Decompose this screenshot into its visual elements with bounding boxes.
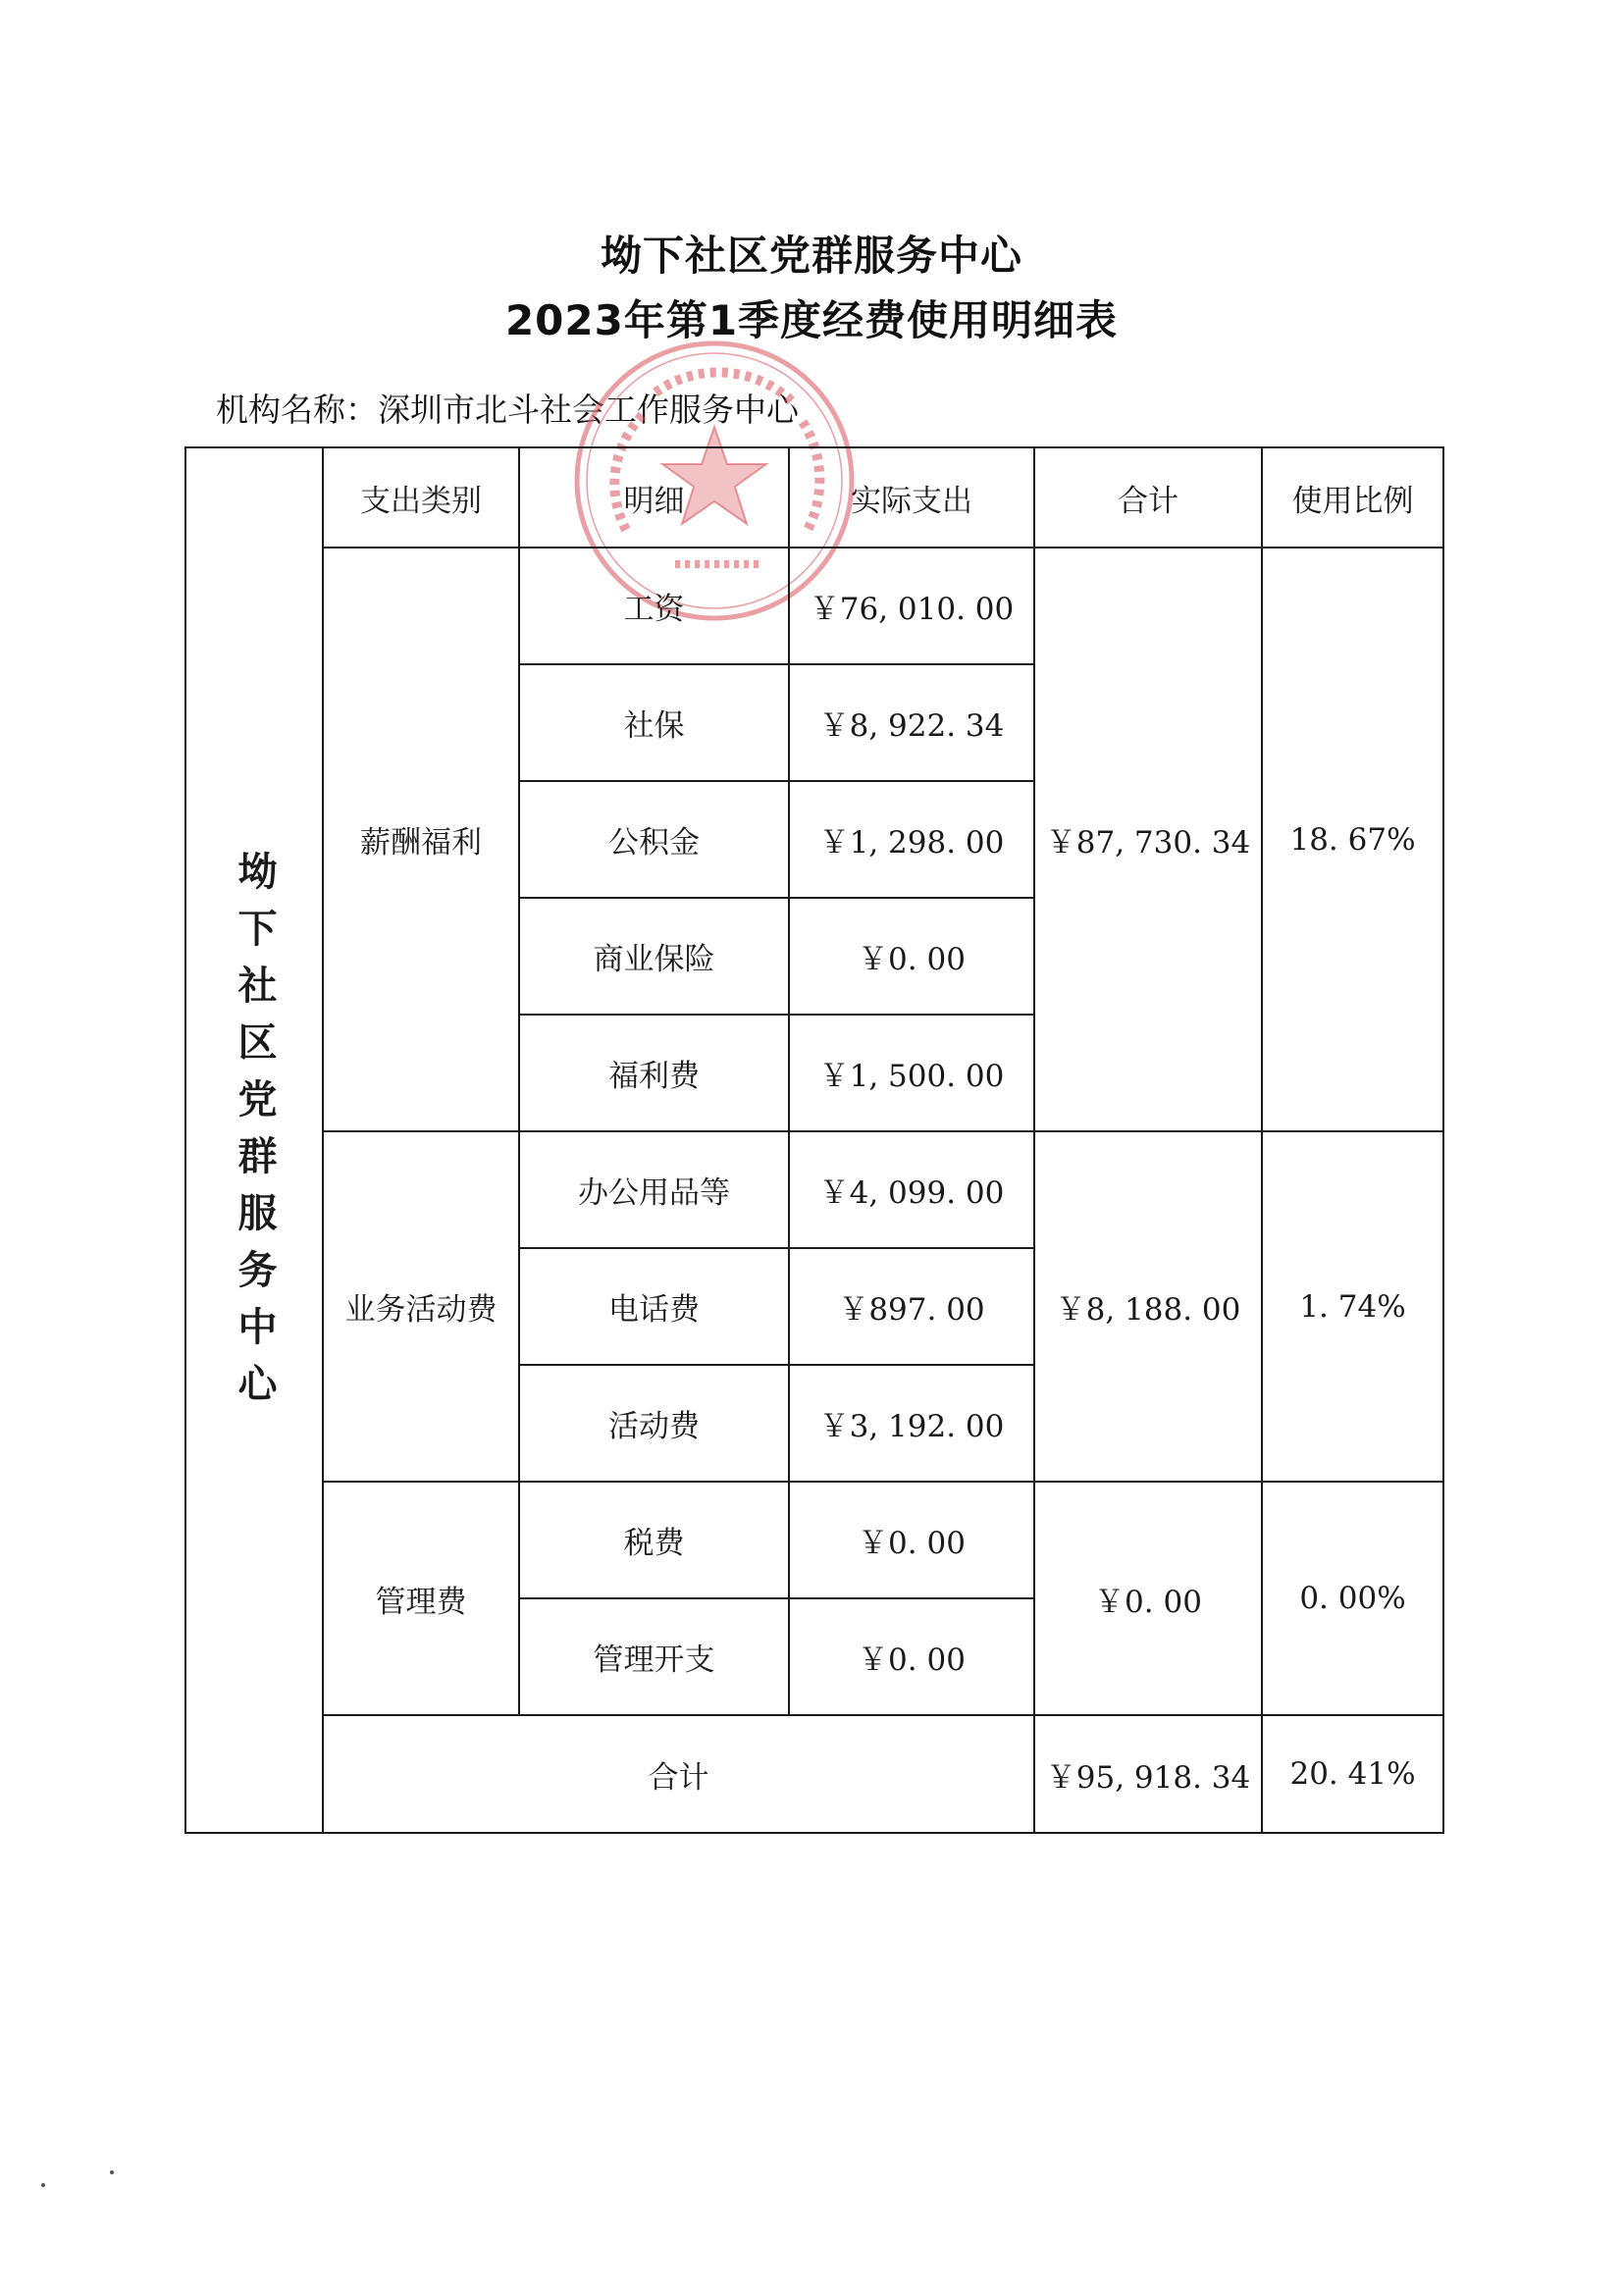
expense-table <box>184 446 1444 1834</box>
total-label: 合计 <box>323 1715 1034 1833</box>
ratio-cell: 1. 74% <box>1262 1131 1443 1482</box>
amount-cell: ￥8, 922. 34 <box>789 664 1034 781</box>
detail-cell: 活动费 <box>519 1365 789 1482</box>
org-name: 深圳市北斗社会工作服务中心 <box>378 391 799 429</box>
detail-cell: 办公用品等 <box>519 1131 789 1248</box>
category-cell: 业务活动费 <box>323 1131 519 1482</box>
total-row <box>185 1715 1443 1833</box>
detail-cell: 工资 <box>519 548 789 664</box>
table-row <box>185 1131 1443 1248</box>
detail-cell: 社保 <box>519 664 789 781</box>
detail-cell: 电话费 <box>519 1248 789 1365</box>
header-subtotal: 合计 <box>1034 447 1262 548</box>
scan-speck <box>110 2170 114 2174</box>
table-row <box>185 548 1443 664</box>
scan-speck <box>41 2183 45 2187</box>
amount-cell: ￥0. 00 <box>789 898 1034 1015</box>
amount-cell: ￥897. 00 <box>789 1248 1034 1365</box>
header-actual: 实际支出 <box>789 447 1034 548</box>
detail-cell: 商业保险 <box>519 898 789 1015</box>
detail-cell: 管理开支 <box>519 1598 789 1715</box>
subtotal-cell: ￥0. 00 <box>1034 1482 1262 1715</box>
subtotal-cell: ￥8, 188. 00 <box>1034 1131 1262 1482</box>
document-title: 坳下社区党群服务中心 <box>600 232 1022 280</box>
detail-cell: 福利费 <box>519 1015 789 1131</box>
amount-cell: ￥1, 500. 00 <box>789 1015 1034 1131</box>
category-cell: 薪酬福利 <box>323 548 519 1131</box>
ratio-cell: 0. 00% <box>1262 1482 1443 1715</box>
side-label-cell <box>185 447 323 1833</box>
table-header-row <box>185 447 1443 548</box>
side-label: 坳下社区党群服务中心 <box>232 851 277 1420</box>
header-ratio: 使用比例 <box>1262 447 1443 548</box>
amount-cell: ￥76, 010. 00 <box>789 548 1034 664</box>
document-subtitle: 2023年第1季度经费使用明细表 <box>504 296 1119 344</box>
total-ratio: 20. 41% <box>1262 1715 1443 1833</box>
amount-cell: ￥0. 00 <box>789 1482 1034 1598</box>
subtotal-cell: ￥87, 730. 34 <box>1034 548 1262 1131</box>
ratio-cell: 18. 67% <box>1262 548 1443 1131</box>
detail-cell: 公积金 <box>519 781 789 898</box>
category-cell: 管理费 <box>323 1482 519 1715</box>
amount-cell: ￥1, 298. 00 <box>789 781 1034 898</box>
amount-cell: ￥3, 192. 00 <box>789 1365 1034 1482</box>
amount-cell: ￥4, 099. 00 <box>789 1131 1034 1248</box>
total-amount: ￥95, 918. 34 <box>1034 1715 1262 1833</box>
header-detail: 明细 <box>519 447 789 548</box>
org-label: 机构名称： <box>216 391 378 429</box>
table-row <box>185 1482 1443 1598</box>
header-category: 支出类别 <box>323 447 519 548</box>
detail-cell: 税费 <box>519 1482 789 1598</box>
amount-cell: ￥0. 00 <box>789 1598 1034 1715</box>
